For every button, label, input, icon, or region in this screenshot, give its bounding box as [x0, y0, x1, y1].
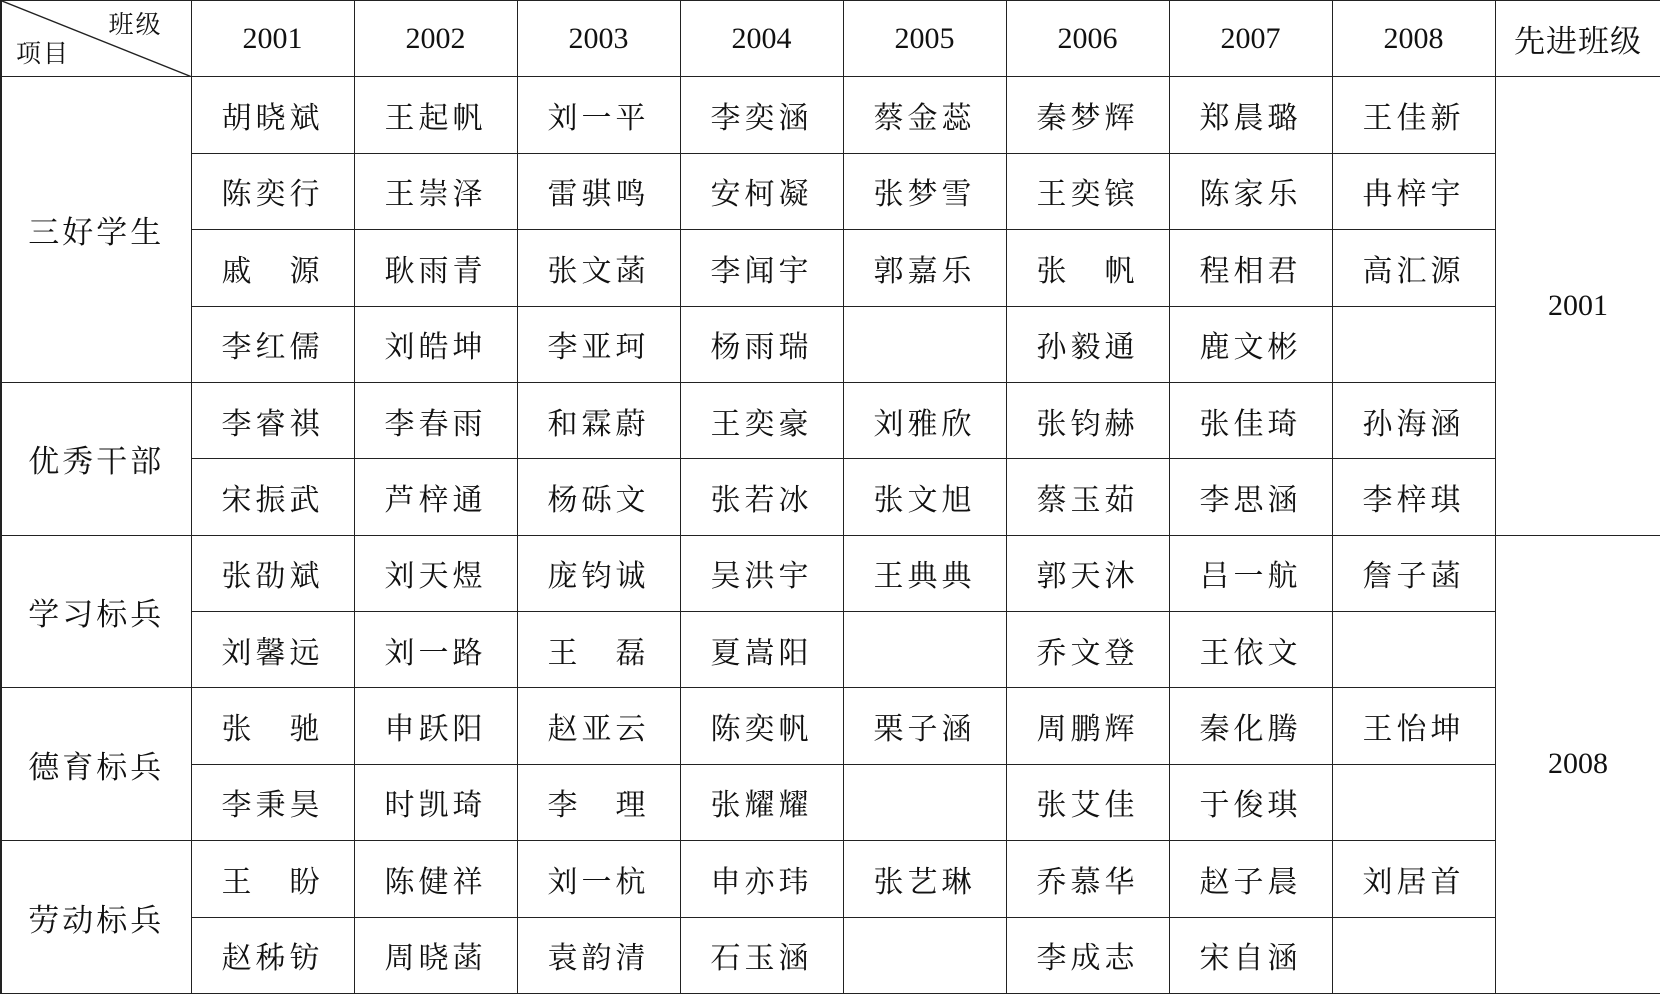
student-name-cell: 蔡金蕊	[843, 77, 1006, 153]
student-name-cell: 刘雅欣	[843, 382, 1006, 458]
student-name-cell: 周晓菡	[354, 917, 517, 994]
table-row	[1, 841, 1660, 917]
student-name-cell: 刘一路	[354, 612, 517, 688]
student-name-cell: 陈奕行	[191, 153, 354, 229]
student-name-cell: 李思涵	[1169, 459, 1332, 535]
student-name-cell: 李春雨	[354, 382, 517, 458]
student-name-cell: 张艾佳	[1006, 764, 1169, 840]
corner-item-label: 项目	[16, 39, 71, 69]
student-name-cell: 李亚珂	[517, 306, 680, 382]
student-name-cell	[843, 764, 1006, 840]
category-label: 优秀干部	[1, 382, 191, 535]
student-name-cell: 张文旭	[843, 459, 1006, 535]
student-name-cell: 宋振武	[191, 459, 354, 535]
student-name-cell: 李秉昊	[191, 764, 354, 840]
class-header: 2007	[1169, 1, 1332, 77]
student-name-cell: 袁韵清	[517, 917, 680, 994]
student-name-cell: 赵秭钫	[191, 917, 354, 994]
student-name-cell: 刘皓坤	[354, 306, 517, 382]
student-name-cell: 乔文登	[1006, 612, 1169, 688]
corner-cell	[1, 1, 191, 77]
student-name-cell	[1332, 917, 1495, 994]
student-name-cell: 赵亚云	[517, 688, 680, 764]
student-name-cell: 郭嘉乐	[843, 230, 1006, 306]
class-header: 2006	[1006, 1, 1169, 77]
student-name-cell: 张 帆	[1006, 230, 1169, 306]
student-name-cell: 张 驰	[191, 688, 354, 764]
table-row	[1, 230, 1660, 306]
student-name-cell	[843, 917, 1006, 994]
student-name-cell	[1332, 306, 1495, 382]
student-name-cell: 王 盼	[191, 841, 354, 917]
student-name-cell: 栗子涵	[843, 688, 1006, 764]
student-name-cell: 郑晨璐	[1169, 77, 1332, 153]
student-name-cell: 鹿文彬	[1169, 306, 1332, 382]
table-row	[1, 459, 1660, 535]
student-name-cell: 陈健祥	[354, 841, 517, 917]
student-name-cell: 李梓琪	[1332, 459, 1495, 535]
student-name-cell: 李闻宇	[680, 230, 843, 306]
student-name-cell: 詹子菡	[1332, 535, 1495, 611]
category-label: 劳动标兵	[1, 841, 191, 994]
student-name-cell: 杨砾文	[517, 459, 680, 535]
student-name-cell: 冉梓宇	[1332, 153, 1495, 229]
student-name-cell: 赵子晨	[1169, 841, 1332, 917]
category-label: 学习标兵	[1, 535, 191, 688]
student-name-cell: 刘一平	[517, 77, 680, 153]
student-name-cell: 程相君	[1169, 230, 1332, 306]
table-row	[1, 306, 1660, 382]
table-row	[1, 764, 1660, 840]
student-name-cell: 安柯凝	[680, 153, 843, 229]
advanced-class-header: 先进班级	[1495, 1, 1660, 77]
student-name-cell: 刘天煜	[354, 535, 517, 611]
class-header: 2002	[354, 1, 517, 77]
student-name-cell: 秦化腾	[1169, 688, 1332, 764]
corner-class-label: 班级	[108, 10, 163, 39]
student-name-cell: 吴洪宇	[680, 535, 843, 611]
table-row	[1, 77, 1660, 153]
student-name-cell: 王依文	[1169, 612, 1332, 688]
student-name-cell: 王怡坤	[1332, 688, 1495, 764]
student-name-cell: 李奕涵	[680, 77, 843, 153]
student-name-cell: 蔡玉茹	[1006, 459, 1169, 535]
student-name-cell	[1332, 612, 1495, 688]
table-row	[1, 612, 1660, 688]
student-name-cell: 李睿祺	[191, 382, 354, 458]
student-name-cell: 王 磊	[517, 612, 680, 688]
table-row	[1, 535, 1660, 611]
student-name-cell: 周鹏辉	[1006, 688, 1169, 764]
student-name-cell: 陈奕帆	[680, 688, 843, 764]
class-header: 2004	[680, 1, 843, 77]
student-name-cell: 王奕镔	[1006, 153, 1169, 229]
table-row	[1, 688, 1660, 764]
class-header: 2001	[191, 1, 354, 77]
student-name-cell	[1332, 764, 1495, 840]
class-header: 2005	[843, 1, 1006, 77]
student-name-cell: 高汇源	[1332, 230, 1495, 306]
student-name-cell: 戚 源	[191, 230, 354, 306]
student-name-cell: 耿雨青	[354, 230, 517, 306]
student-name-cell: 申亦玮	[680, 841, 843, 917]
student-name-cell: 李成志	[1006, 917, 1169, 994]
student-name-cell: 孙海涵	[1332, 382, 1495, 458]
student-name-cell: 和霖蔚	[517, 382, 680, 458]
student-name-cell: 王崇泽	[354, 153, 517, 229]
student-name-cell: 刘馨远	[191, 612, 354, 688]
student-name-cell: 于俊琪	[1169, 764, 1332, 840]
student-name-cell: 陈家乐	[1169, 153, 1332, 229]
student-name-cell: 宋自涵	[1169, 917, 1332, 994]
student-name-cell: 张文菡	[517, 230, 680, 306]
student-name-cell: 张艺琳	[843, 841, 1006, 917]
student-name-cell: 张钧赫	[1006, 382, 1169, 458]
student-name-cell: 雷骐鸣	[517, 153, 680, 229]
table-row	[1, 382, 1660, 458]
table-body	[1, 1, 1660, 994]
student-name-cell: 郭天沐	[1006, 535, 1169, 611]
student-name-cell	[843, 612, 1006, 688]
student-name-cell: 张佳琦	[1169, 382, 1332, 458]
student-name-cell: 乔慕华	[1006, 841, 1169, 917]
student-name-cell: 吕一航	[1169, 535, 1332, 611]
class-header: 2003	[517, 1, 680, 77]
student-name-cell: 芦梓通	[354, 459, 517, 535]
student-name-cell: 李红儒	[191, 306, 354, 382]
student-name-cell: 刘居首	[1332, 841, 1495, 917]
student-name-cell	[843, 306, 1006, 382]
advanced-class-value: 2008	[1495, 535, 1660, 993]
student-name-cell: 张梦雪	[843, 153, 1006, 229]
student-name-cell: 孙毅通	[1006, 306, 1169, 382]
student-name-cell: 李 理	[517, 764, 680, 840]
table-row	[1, 153, 1660, 229]
student-name-cell: 时凯琦	[354, 764, 517, 840]
student-name-cell: 夏嵩阳	[680, 612, 843, 688]
student-name-cell: 秦梦辉	[1006, 77, 1169, 153]
student-name-cell: 张若冰	[680, 459, 843, 535]
student-name-cell: 张劭斌	[191, 535, 354, 611]
student-name-cell: 石玉涵	[680, 917, 843, 994]
table-row	[1, 917, 1660, 994]
category-label: 德育标兵	[1, 688, 191, 841]
student-name-cell: 申跃阳	[354, 688, 517, 764]
category-label: 三好学生	[1, 77, 191, 383]
student-name-cell: 杨雨瑞	[680, 306, 843, 382]
student-name-cell: 刘一杭	[517, 841, 680, 917]
student-name-cell: 王佳新	[1332, 77, 1495, 153]
student-name-cell: 胡晓斌	[191, 77, 354, 153]
advanced-class-value: 2001	[1495, 77, 1660, 535]
header-row	[1, 1, 1660, 77]
student-name-cell: 庞钧诚	[517, 535, 680, 611]
student-name-cell: 张耀耀	[680, 764, 843, 840]
student-name-cell: 王典典	[843, 535, 1006, 611]
student-name-cell: 王起帆	[354, 77, 517, 153]
class-header: 2008	[1332, 1, 1495, 77]
student-name-cell: 王奕豪	[680, 382, 843, 458]
